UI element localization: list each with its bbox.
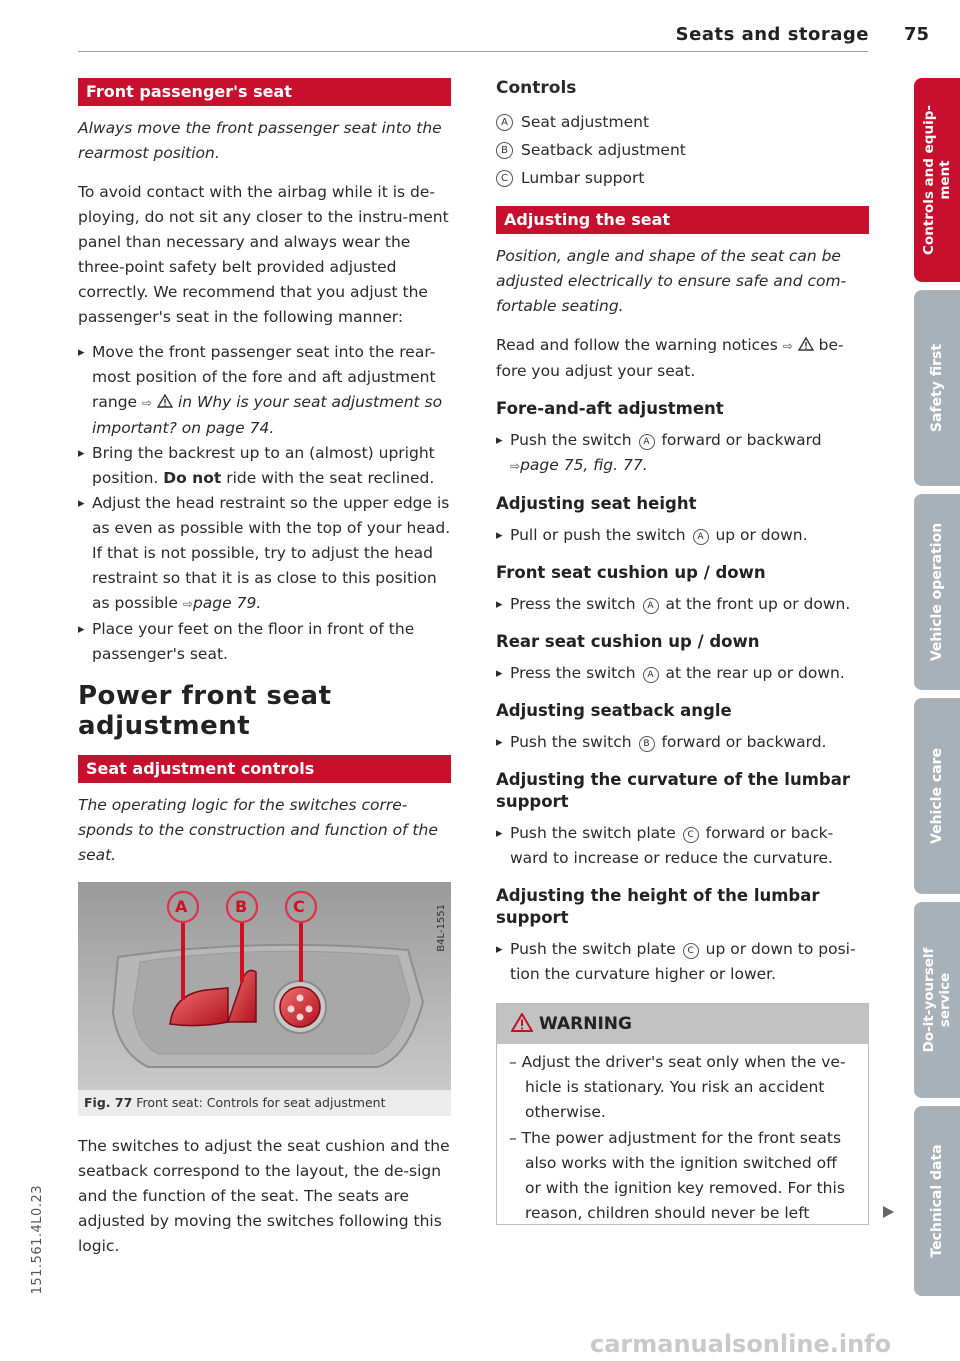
list-item-text: Adjust the head restraint so the upper edge is as even as possible with the top of your head. If that is not possible, try to adjust the head restraint so that it is as close to this position as possible — [92, 494, 451, 612]
callout-b-icon: B — [496, 142, 513, 159]
list-item-text: Press the switch — [510, 595, 636, 613]
list-item — [496, 523, 869, 548]
callout-a-icon: A — [496, 114, 513, 131]
right-column — [496, 78, 869, 1225]
warning-header — [497, 1004, 868, 1044]
warning-list — [497, 1044, 868, 1226]
tab-technical-data[interactable] — [914, 1106, 960, 1296]
legend-item — [496, 108, 869, 136]
warning-title: WARNING — [539, 1014, 632, 1034]
reference-arrow-icon: ⇨ — [782, 339, 793, 353]
controls-legend — [496, 108, 869, 192]
tab-vehicle-care[interactable] — [914, 698, 960, 894]
list-item — [496, 937, 869, 987]
controls-heading: Controls — [496, 78, 577, 98]
chapter-heading: Power front seat adjustment — [78, 681, 332, 741]
callout-c-icon: C — [683, 943, 699, 959]
tab-safety-first[interactable] — [914, 290, 960, 486]
callout-c-icon: C — [496, 170, 513, 187]
list-item-text: Push the switch — [510, 733, 632, 751]
header-rule — [78, 51, 868, 52]
left-column — [78, 78, 451, 1269]
instruction-list — [496, 592, 869, 617]
cross-reference-link[interactable]: page 79. — [192, 594, 262, 612]
reference-arrow-icon: ⇨ — [182, 597, 193, 611]
emphasis-text: Do not — [163, 469, 222, 487]
tab-do-it-yourself-service[interactable] — [914, 902, 960, 1098]
list-item — [78, 617, 451, 667]
instruction-list — [496, 428, 869, 479]
list-item — [78, 441, 451, 491]
body-paragraph: The switches to adjust the seat cushion and the seatback correspond to the layout, the de-sign and the function of the seat. The seats are adjusted by moving the switches following this logic. — [78, 1137, 450, 1255]
figure-caption — [78, 1090, 451, 1116]
seat-switches-illustration — [78, 882, 451, 1090]
legend-item — [496, 136, 869, 164]
callout-a-icon: A — [643, 598, 659, 614]
list-item-text: forward or backward — [661, 431, 822, 449]
callout-b-icon: B — [639, 736, 655, 752]
list-item — [496, 592, 869, 617]
list-item — [78, 340, 451, 441]
warning-item: – Adjust the driver's seat only when the ve-hicle is stationary. You risk an accident otherwise. — [509, 1053, 846, 1121]
legend-item — [496, 164, 869, 192]
subheading-fore-aft: Fore-and-aft adjustment — [496, 399, 724, 418]
list-item-text: at the front up or down. — [665, 595, 851, 613]
list-item-text: up or down. — [715, 526, 808, 544]
tab-label: Vehicle care — [929, 748, 945, 844]
list-item-text: Push the switch plate — [510, 940, 676, 958]
document-code: 151.561.4L0.23 — [30, 1185, 45, 1295]
list-item-text: at the rear up or down. — [665, 664, 845, 682]
body-paragraph — [496, 333, 869, 384]
continue-arrow-icon — [883, 1206, 894, 1218]
list-item-text: Move the front passenger seat into the rear-most position of the fore and aft adjustment range — [92, 343, 436, 411]
tab-label: Controls and equip-ment — [921, 105, 953, 255]
list-item-text: Place your feet on the floor in front of the passenger's seat. — [92, 620, 415, 663]
subheading-rear-cushion: Rear seat cushion up / down — [496, 632, 760, 651]
watermark: carmanualsonline.info — [590, 1330, 892, 1358]
instruction-list — [496, 730, 869, 755]
tab-label: Technical data — [929, 1144, 945, 1258]
list-item-text: Push the switch — [510, 431, 632, 449]
list-item-text: forward or back-ward to increase or reduce the curvature. — [510, 824, 834, 867]
figure-code: B4L-1551 — [436, 904, 447, 952]
list-item-text: Press the switch — [510, 664, 636, 682]
header-title: Seats and storage — [675, 24, 869, 45]
paragraph-text: Read and follow the warning notices — [496, 336, 778, 354]
legend-label: Seat adjustment — [521, 113, 650, 131]
tab-label: Safety first — [929, 343, 945, 433]
tab-label: Do-it-yourself service — [921, 947, 953, 1053]
warning-box — [496, 1003, 869, 1225]
callout-a-icon: A — [643, 667, 659, 683]
list-item — [496, 661, 869, 686]
paragraph-text: be-fore you adjust your seat. — [496, 336, 844, 380]
list-item — [496, 428, 869, 479]
warning-triangle-icon — [157, 394, 173, 408]
subheading-seat-height: Adjusting seat height — [496, 494, 697, 513]
instruction-list — [496, 523, 869, 548]
section-title-front-passenger-seat: Front passenger's seat — [78, 78, 451, 106]
instruction-list — [78, 340, 451, 667]
subheading-lumbar-curvature: Adjusting the curvature of the lumbar support — [496, 770, 850, 811]
warning-item: – The power adjustment for the front seats also works with the ignition switched off or with the ignition key removed. For this reason, children should never be left — [509, 1129, 845, 1222]
callout-a-icon: A — [693, 529, 709, 545]
list-item — [78, 491, 451, 617]
tab-label: Vehicle operation — [929, 522, 945, 662]
list-item — [496, 821, 869, 871]
legend-label: Lumbar support — [521, 169, 645, 187]
reference-arrow-icon: ⇨ — [142, 396, 153, 410]
list-item-text: Pull or push the switch — [510, 526, 686, 544]
seat-controls-figure — [78, 882, 451, 1090]
list-item-text: up or down to posi-tion the curvature higher or lower. — [510, 940, 856, 983]
instruction-list — [496, 661, 869, 686]
instruction-list — [496, 821, 869, 871]
warning-triangle-icon — [511, 1013, 533, 1032]
subheading-lumbar-height: Adjusting the height of the lumbar support — [496, 886, 820, 927]
figure-caption-text: Front seat: Controls for seat adjustment — [136, 1095, 386, 1110]
instruction-list — [496, 937, 869, 987]
callout-a-icon: A — [639, 434, 655, 450]
callout-label-c: C — [293, 897, 305, 916]
tab-vehicle-operation[interactable] — [914, 494, 960, 690]
page-number: 75 — [904, 24, 930, 45]
tab-controls-and-equipment[interactable] — [914, 78, 960, 282]
reference-arrow-icon: ⇨ — [510, 459, 521, 473]
section-title-seat-adjustment-controls: Seat adjustment controls — [78, 755, 451, 783]
section-title-adjusting-the-seat: Adjusting the seat — [496, 206, 869, 234]
callout-label-b: B — [235, 897, 248, 916]
list-item-text: Push the switch plate — [510, 824, 676, 842]
legend-label: Seatback adjustment — [521, 141, 686, 159]
section-intro: Position, angle and shape of the seat can be adjusted electrically to ensure safe and com-fortable seating. — [496, 247, 847, 315]
list-item-text: ride with the seat reclined. — [226, 469, 435, 487]
warning-triangle-icon — [798, 337, 814, 351]
section-intro: Always move the front passenger seat into the rearmost position. — [78, 119, 442, 162]
body-paragraph: To avoid contact with the airbag while it is de-ploying, do not sit any closer to the instru-ment panel than necessary and always wear the three-point safety belt provided adjusted correctly. We recommend that you adjust the passenger's seat in the following manner: — [78, 183, 449, 326]
list-item-text: forward or backward. — [661, 733, 827, 751]
cross-reference-link[interactable]: page 75, fig. 77. — [520, 456, 648, 474]
subheading-front-cushion: Front seat cushion up / down — [496, 563, 766, 582]
list-item — [496, 730, 869, 755]
callout-c-icon: C — [683, 827, 699, 843]
callout-label-a: A — [175, 897, 188, 916]
cross-reference-link[interactable]: in Why is your seat adjustment so important? on page 74. — [92, 393, 443, 437]
section-intro: The operating logic for the switches corre-sponds to the construction and function of the seat. — [78, 796, 438, 864]
figure-number: Fig. 77 — [84, 1095, 133, 1110]
subheading-seatback-angle: Adjusting seatback angle — [496, 701, 732, 720]
list-item-text: Bring the backrest up to an (almost) upright position. — [92, 444, 435, 487]
